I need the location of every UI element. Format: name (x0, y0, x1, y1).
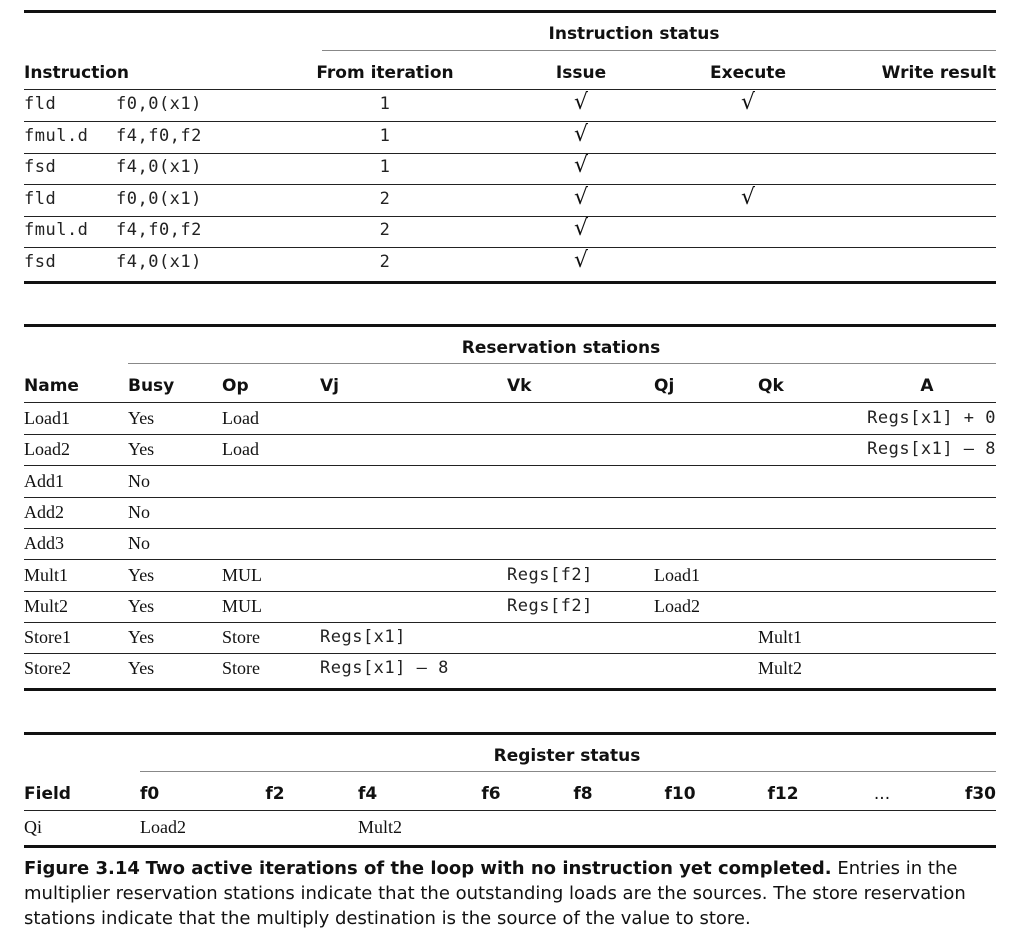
header-field: Field (24, 784, 71, 804)
header-busy: Busy (128, 376, 175, 396)
station-qj-cell: Load2 (654, 595, 700, 616)
instruction-operands: f0,0(x1) (116, 188, 202, 209)
table-bottom-rule (24, 845, 996, 848)
instruction-status-table (24, 10, 996, 290)
row-divider (24, 559, 996, 560)
station-a-cell: Regs[x1] + 0 (867, 408, 996, 428)
instruction-operands: f4,0(x1) (116, 157, 202, 178)
instruction-operands: f4,0(x1) (116, 252, 202, 272)
instruction-iteration: 2 (379, 188, 391, 209)
instruction-iteration: 1 (379, 125, 391, 146)
header-rule (24, 402, 996, 403)
header-name: Name (24, 376, 79, 396)
instruction-op: fsd (24, 157, 57, 178)
register-status-title: Register status (493, 746, 641, 766)
register-f4-value: Mult2 (358, 817, 403, 837)
instruction-iteration: 2 (379, 252, 391, 272)
station-name-cell: Add1 (24, 470, 64, 491)
station-name-cell: Add2 (24, 501, 64, 522)
station-qk-cell: Mult2 (758, 658, 803, 679)
header-vj: Vj (320, 376, 339, 396)
row-divider (24, 528, 996, 529)
station-op-cell: Load (222, 439, 259, 460)
header-write-result: Write result (881, 63, 996, 83)
row-divider (24, 591, 996, 592)
header-a: A (920, 376, 934, 396)
instruction-status-title: Instruction status (548, 24, 720, 44)
station-busy-cell: Yes (128, 627, 155, 648)
station-busy-cell: Yes (128, 439, 155, 460)
issue-check-icon: √ (573, 153, 589, 179)
group-rule (322, 50, 996, 51)
station-vk-cell: Regs[f2] (507, 564, 593, 585)
instruction-op: fmul.d (24, 220, 89, 241)
station-op-cell: Load (222, 408, 259, 428)
station-busy-cell: No (128, 533, 150, 554)
header-vk: Vk (507, 376, 532, 396)
table-top-rule (24, 10, 996, 13)
instruction-iteration: 2 (379, 220, 391, 241)
station-name-cell: Load1 (24, 408, 70, 428)
header-f6: f6 (481, 784, 501, 804)
header-rule (24, 810, 996, 811)
station-busy-cell: Yes (128, 658, 155, 679)
row-divider (24, 247, 996, 248)
row-divider (24, 497, 996, 498)
instruction-iteration: 1 (379, 157, 391, 178)
header-qj: Qj (654, 376, 675, 396)
row-divider (24, 121, 996, 122)
issue-check-icon: √ (573, 90, 589, 115)
issue-check-icon: √ (573, 184, 589, 210)
station-name-cell: Mult2 (24, 595, 69, 616)
header-f8: f8 (573, 784, 593, 804)
header-from-iteration: From iteration (316, 63, 454, 83)
header-qk: Qk (758, 376, 784, 396)
header-f4: f4 (358, 784, 378, 804)
row-divider (24, 153, 996, 154)
table-bottom-rule (24, 688, 996, 691)
header-f30: f30 (964, 784, 996, 804)
reservation-stations-table (24, 324, 996, 694)
table-top-rule (24, 324, 996, 327)
station-name-cell: Load2 (24, 439, 70, 460)
header-ellipsis: ... (873, 784, 891, 804)
table-top-rule (24, 732, 996, 735)
issue-check-icon: √ (573, 216, 589, 242)
group-rule (140, 771, 996, 772)
station-vj-cell: Regs[x1] – 8 (320, 658, 449, 679)
station-name-cell: Add3 (24, 533, 64, 554)
header-issue: Issue (555, 63, 607, 83)
register-status-table (24, 732, 996, 852)
header-op: Op (222, 376, 249, 396)
execute-check-icon: √ (740, 184, 756, 210)
register-f0-value: Load2 (140, 817, 186, 837)
instruction-operands: f4,f0,f2 (116, 220, 202, 241)
station-busy-cell: Yes (128, 408, 155, 428)
station-busy-cell: Yes (128, 564, 155, 585)
station-op-cell: MUL (222, 595, 262, 616)
station-qj-cell: Load1 (654, 564, 700, 585)
station-busy-cell: No (128, 501, 150, 522)
station-vj-cell: Regs[x1] (320, 627, 406, 648)
execute-check-icon: √ (740, 90, 756, 115)
register-field-qi: Qi (24, 817, 42, 837)
instruction-operands: f4,f0,f2 (116, 125, 202, 146)
group-rule (128, 363, 996, 364)
instruction-op: fsd (24, 252, 57, 272)
instruction-op: fld (24, 94, 57, 114)
row-divider (24, 216, 996, 217)
station-busy-cell: Yes (128, 595, 155, 616)
row-divider (24, 434, 996, 435)
instruction-op: fld (24, 188, 57, 209)
figure-caption (24, 856, 999, 931)
row-divider (24, 184, 996, 185)
row-divider (24, 653, 996, 654)
station-name-cell: Mult1 (24, 564, 69, 585)
header-f2: f2 (265, 784, 285, 804)
reservation-stations-title: Reservation stations (461, 338, 661, 358)
issue-check-icon: √ (573, 248, 589, 273)
row-divider (24, 465, 996, 466)
station-name-cell: Store2 (24, 658, 71, 679)
header-f0: f0 (140, 784, 160, 804)
figure-caption-text: Entries in the multiplier reservation stations indicate that the outstanding loads are the sources. The store reservation stations indicate that the multiply destination is the source of the value to store. (24, 858, 966, 929)
figure-title: Two active iterations of the loop with no instruction yet completed. (145, 858, 832, 879)
station-name-cell: Store1 (24, 627, 71, 648)
station-op-cell: MUL (222, 564, 262, 585)
station-qk-cell: Mult1 (758, 627, 803, 648)
header-execute: Execute (710, 63, 786, 83)
table-bottom-rule (24, 281, 996, 284)
header-f10: f10 (664, 784, 696, 804)
header-instruction: Instruction (24, 63, 129, 83)
station-op-cell: Store (222, 627, 260, 648)
header-rule (24, 89, 996, 90)
station-busy-cell: No (128, 470, 150, 491)
header-f12: f12 (767, 784, 799, 804)
station-op-cell: Store (222, 658, 260, 679)
row-divider (24, 622, 996, 623)
instruction-operands: f0,0(x1) (116, 94, 202, 114)
instruction-op: fmul.d (24, 125, 89, 146)
station-vk-cell: Regs[f2] (507, 595, 593, 616)
issue-check-icon: √ (573, 121, 589, 147)
station-a-cell: Regs[x1] – 8 (867, 439, 996, 460)
instruction-iteration: 1 (379, 94, 391, 114)
figure-label: Figure 3.14 (24, 858, 140, 879)
